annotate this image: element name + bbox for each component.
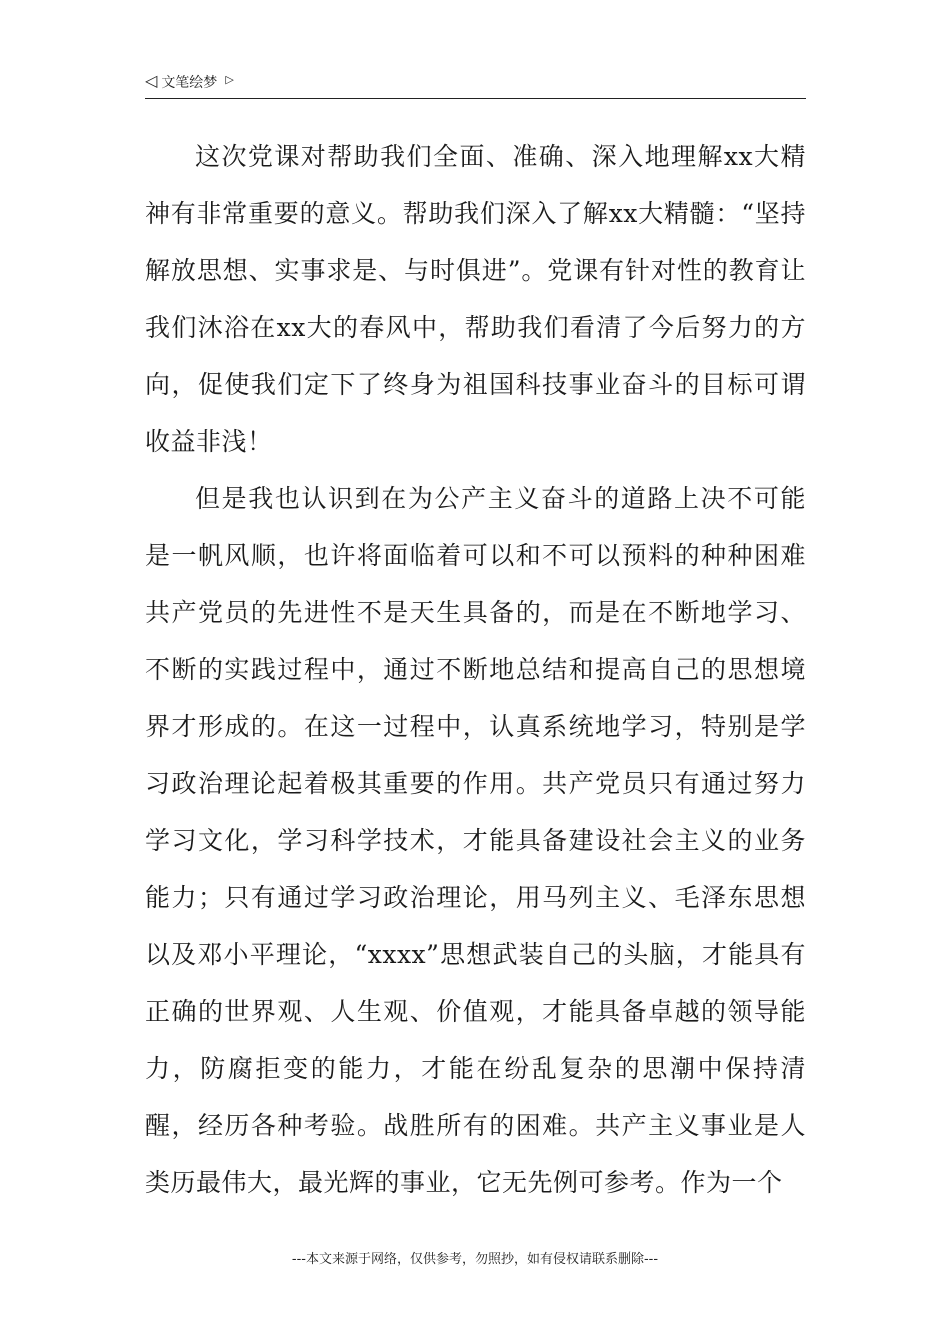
page-footer: ---本文来源于网络，仅供参考，勿照抄，如有侵权请联系删除--- (291, 1252, 659, 1267)
paragraph: 但是我也认识到在为公产主义奋斗的道路上决不可能是一帆风顺，也许将面临着可以和不可以预料的种种困难共产党员的先进性不是天生具备的，而是在不断地学习、不断的实践过程中，通过不断地总结和提高自己的思想境界才形成的。在这一过程中，认真系统地学习，特别是学习政治理论起着极其重要的作用。共产党员只有通过努力学习文化，学习科学技术，才能具备建设社会主义的业务能力；只有通过学习政治理论，用马列主义、毛泽东思想以及邓小平理论，“xxxx”思想武装自己的头脑，才能具有正确的世界观、人生观、价值观，才能具备卓越的领导能力，防腐拒变的能力，才能在纷乱复杂的思潮中保持清醒，经历各种考验。战胜所有的困难。共产主义事业是人类历最伟大，最光辉的事业，它无先例可参考。作为一个 (145, 484, 806, 1197)
document-body (145, 128, 806, 1211)
paragraph: 这次党课对帮助我们全面、准确、深入地理解xx大精神有非常重要的意义。帮助我们深入了解xx大精髓：“坚持解放思想、实事求是、与时俱进”。党课有针对性的教育让我们沐浴在xx大的春风中，帮助我们看清了今后努力的方向，促使我们定下了终身为祖国科技事业奋斗的目标可谓收益非浅！ (145, 142, 806, 456)
triangle-right-icon: ▷ (225, 73, 234, 86)
page-header (145, 72, 806, 99)
triangle-left-icon: ◁ (145, 71, 158, 90)
header-title: 文笔绘梦 (161, 75, 218, 91)
